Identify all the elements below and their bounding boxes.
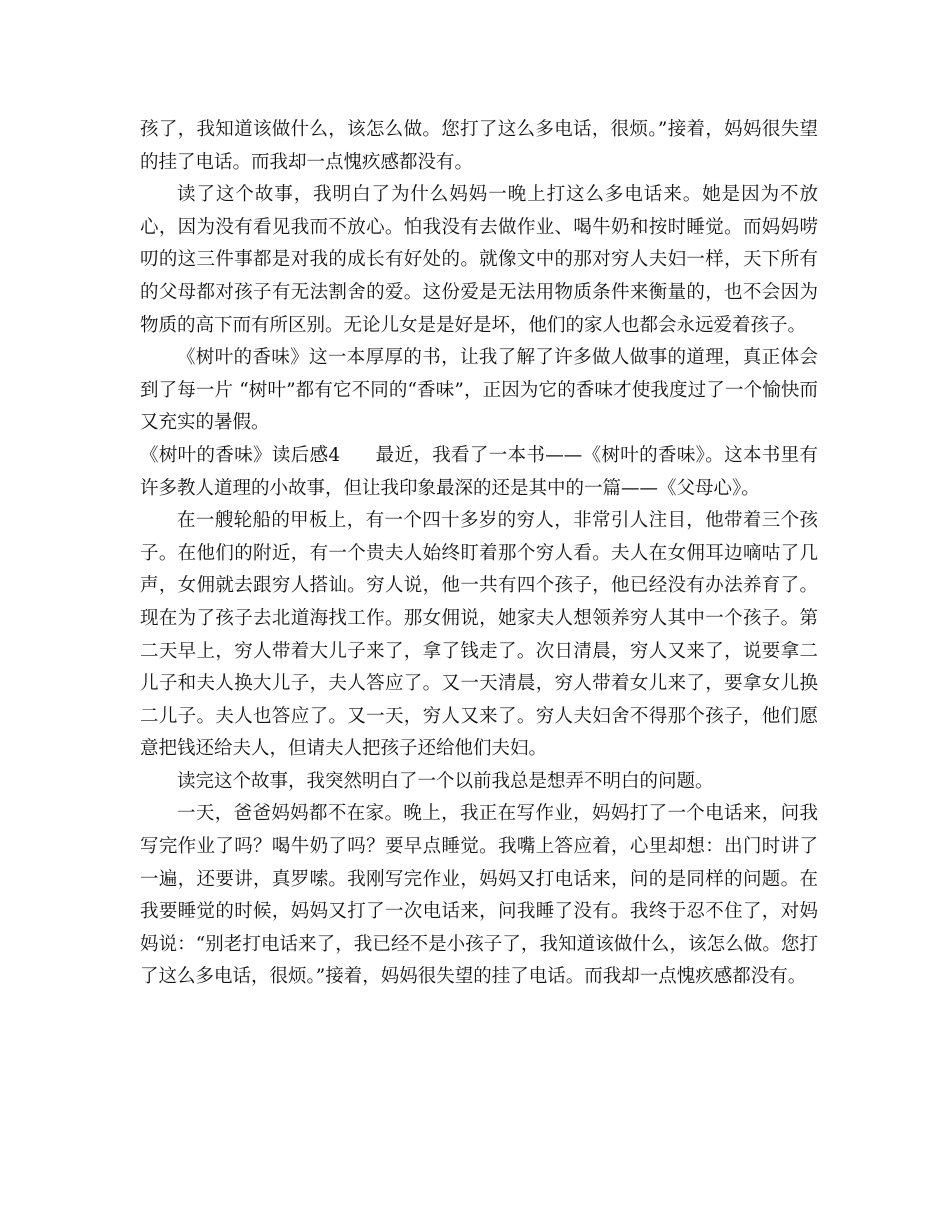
- paragraph-anecdote: 一天，爸爸妈妈都不在家。晚上，我正在写作业，妈妈打了一个电话来，问我写完作业了吗？喝牛奶了吗？要早点睡觉。我嘴上答应着，心里却想：出门时讲了一遍，还要讲，真罗嗦。我刚写完作业，妈妈又打电话来，问的是同样的问题。在我要睡觉的时候，妈妈又打了一次电话来，问我睡了没有。我终于忍不住了，对妈妈说：“别老打电话来了，我已经不是小孩子了，我知道该做什么，该怎么做。您打了这么多电话，很烦。”接着，妈妈很失望的挂了电话。而我却一点愧疚感都没有。: [140, 803, 818, 988]
- paragraph-reflection: 读了这个故事，我明白了为什么妈妈一晚上打这么多电话来。她是因为不放心，因为没有看见我而不放心。怕我没有去做作业、喝牛奶和按时睡觉。而妈妈唠叨的这三件事都是对我的成长有好处的。就像文中的那对穷人夫妇一样，天下所有的父母都对孩子有无法割舍的爱。这份爱是无法用物质条件来衡量的，也不会因为物质的高下而有所区别。无论儿女是是好是坏，他们的家人也都会永远爱着孩子。: [140, 184, 818, 336]
- paragraph-continued: 孩了，我知道该做什么，该怎么做。您打了这么多电话，很烦。”接着，妈妈很失望的挂了电话。而我却一点愧疚感都没有。: [140, 119, 818, 173]
- section-intro: 最近，我看了一本书——《树叶的香味》。这本书里有许多教人道理的小故事，但让我印象最深的还是其中的一篇——《父母心》。: [140, 444, 818, 499]
- section-heading: 《树叶的香味》读后感4: [140, 444, 341, 466]
- paragraph-realization: 读完这个故事，我突然明白了一个以前我总是想弄不明白的问题。: [177, 770, 714, 792]
- section-start: [140, 440, 818, 505]
- paragraph-story: 在一艘轮船的甲板上，有一个四十多岁的穷人，非常引人注目，他带着三个孩子。在他们的附近，有一个贵夫人始终盯着那个穷人看。夫人在女佣耳边嘀咕了几声，女佣就去跟穷人搭讪。穷人说，他一共有四个孩子，他已经没有办法养育了。现在为了孩子去北道海找工作。那女佣说，她家夫人想领养穷人其中一个孩子。第二天早上，穷人带着大儿子来了，拿了钱走了。次日清晨，穷人又来了，说要拿二儿子和夫人换大儿子，夫人答应了。又一天清晨，穷人带着女儿来了，要拿女儿换二儿子。夫人也答应了。又一天，穷人又来了。穷人夫妇舍不得那个孩子，他们愿意把钱还给夫人，但请夫人把孩子还给他们夫妇。: [140, 510, 818, 760]
- paragraph-book-summary: 《树叶的香味》这一本厚厚的书，让我了解了许多做人做事的道理，真正体会到了每一片 “树叶”都有它不同的“香味”，正因为它的香味才使我度过了一个愉快而又充实的暑假。: [140, 347, 818, 434]
- document-body: [140, 114, 818, 994]
